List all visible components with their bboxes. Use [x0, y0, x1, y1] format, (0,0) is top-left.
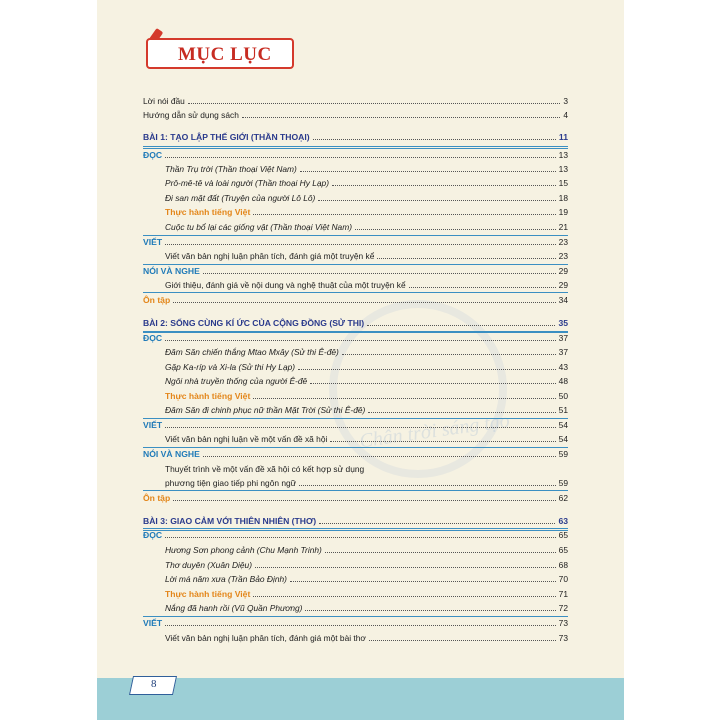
toc-entry-page: 54	[558, 434, 568, 444]
section-divider	[143, 235, 568, 236]
toc-entry	[143, 374, 568, 388]
toc-entry	[143, 316, 568, 330]
toc-leader-dots	[165, 537, 556, 538]
toc-entry	[143, 278, 568, 292]
toc-entry-label: Cuộc tu bổ lại các giống vật (Thần thoại Việt Nam)	[165, 222, 352, 232]
toc-entry-page: 43	[558, 362, 568, 372]
watermark-text: Chân trời sáng tạo	[358, 409, 511, 453]
toc-leader-dots	[173, 500, 556, 501]
toc-leader-dots	[255, 567, 556, 568]
toc-leader-dots	[330, 441, 556, 442]
toc-entry-page: 71	[558, 589, 568, 599]
toc-entry	[143, 94, 568, 108]
toc-leader-dots	[298, 369, 556, 370]
toc-leader-dots	[165, 340, 556, 341]
toc-entry-label: Viết văn bản nghị luận về một vấn đề xã hội	[165, 434, 328, 444]
toc-entry-page: 62	[558, 493, 568, 503]
toc-leader-dots	[253, 398, 556, 399]
table-of-contents	[97, 0, 624, 720]
toc-entry	[143, 491, 568, 505]
toc-entry	[143, 462, 568, 476]
toc-leader-dots	[253, 214, 556, 215]
toc-entry-page: 3	[563, 96, 568, 106]
toc-entry-label: Hương Sơn phong cảnh (Chu Mạnh Trinh)	[165, 545, 322, 555]
toc-entry-page: 29	[558, 266, 568, 276]
toc-leader-dots	[313, 139, 556, 140]
page-title: MỤC LỤC	[178, 44, 272, 65]
toc-entry	[143, 191, 568, 205]
toc-entry-page: 35	[558, 318, 568, 328]
toc-entry-label: Ôn tập	[143, 493, 171, 503]
toc-entry-page: 50	[558, 391, 568, 401]
section-divider	[143, 292, 568, 293]
toc-leader-dots	[299, 485, 556, 486]
toc-leader-dots	[165, 427, 556, 428]
toc-entry	[143, 235, 568, 249]
toc-entry-page: 59	[558, 478, 568, 488]
footer-band	[97, 678, 624, 720]
toc-entry-page: 4	[563, 110, 568, 120]
toc-entry-label: Nắng đã hanh rồi (Vũ Quần Phương)	[165, 603, 303, 613]
toc-entry-label: VIẾT	[143, 618, 163, 628]
toc-leader-dots	[242, 117, 560, 118]
toc-entry-label: Đăm Săn đi chinh phục nữ thần Mặt Trời (Sử thi Ê-đê)	[165, 405, 366, 415]
toc-entry	[143, 205, 568, 219]
toc-entry-page: 23	[558, 251, 568, 261]
section-divider	[143, 528, 568, 529]
toc-entry-label: Thơ duyên (Xuân Diệu)	[165, 560, 252, 570]
toc-entry	[143, 476, 568, 490]
toc-entry-label: Gặp Ka-ríp và Xi-la (Sử thi Hy Lạp)	[165, 362, 296, 372]
section-divider	[143, 418, 568, 419]
toc-entry-label: Thuyết trình về một vấn đề xã hội có kết hợp sử dụng	[165, 464, 365, 474]
toc-entry	[143, 176, 568, 190]
toc-entry-label: Lời nói đầu	[143, 96, 185, 106]
toc-entry	[143, 514, 568, 528]
toc-entry	[143, 331, 568, 345]
toc-leader-dots	[290, 581, 556, 582]
toc-entry-label: Prô-mê-tê và loài người (Thần thoại Hy Lạp)	[165, 178, 329, 188]
section-divider	[143, 146, 568, 147]
toc-entry	[143, 601, 568, 615]
toc-entry-label: Ôn tập	[143, 295, 171, 305]
toc-entry	[143, 293, 568, 307]
toc-entry	[143, 108, 568, 122]
toc-entry	[143, 447, 568, 461]
toc-leader-dots	[369, 640, 556, 641]
toc-entry-label: BÀI 3: GIAO CẢM VỚI THIÊN NHIÊN (THƠ)	[143, 516, 317, 526]
toc-leader-dots	[367, 325, 555, 326]
toc-entry	[143, 543, 568, 557]
toc-entry	[143, 220, 568, 234]
toc-leader-dots	[332, 185, 556, 186]
toc-entry-label: Ngôi nhà truyền thống của người Ê-đê	[165, 376, 308, 386]
toc-entry-page: 65	[558, 545, 568, 555]
toc-entry-label: ĐỌC	[143, 333, 163, 343]
toc-entry-page: 59	[558, 449, 568, 459]
toc-entry-page: 68	[558, 560, 568, 570]
toc-leader-dots	[310, 383, 556, 384]
toc-entry	[143, 572, 568, 586]
toc-entry	[143, 616, 568, 630]
toc-entry-page: 11	[558, 132, 568, 142]
toc-entry-label: Thực hành tiếng Việt	[165, 391, 251, 401]
section-divider	[143, 447, 568, 448]
toc-entry	[143, 130, 568, 144]
toc-leader-dots	[173, 302, 556, 303]
toc-leader-dots	[165, 244, 556, 245]
toc-entry-label: NÓI VÀ NGHE	[143, 449, 200, 459]
toc-entry-page: 37	[558, 347, 568, 357]
toc-entry	[143, 148, 568, 162]
toc-leader-dots	[165, 157, 556, 158]
toc-entry-page: 13	[558, 150, 568, 160]
toc-entry-page: 48	[558, 376, 568, 386]
toc-entry-label: phương tiện giao tiếp phi ngôn ngữ	[165, 478, 297, 488]
toc-entry-label: BÀI 1: TẠO LẬP THẾ GIỚI (THẦN THOẠI)	[143, 132, 310, 142]
toc-entry-label: Lời má năm xưa (Trần Bảo Định)	[165, 574, 287, 584]
toc-leader-dots	[355, 229, 556, 230]
toc-entry-label: Thực hành tiếng Việt	[165, 589, 251, 599]
toc-leader-dots	[342, 354, 556, 355]
toc-leader-dots	[165, 625, 556, 626]
toc-entry-label: ĐỌC	[143, 530, 163, 540]
toc-entry	[143, 264, 568, 278]
toc-leader-dots	[305, 610, 556, 611]
page-number: 8	[151, 678, 157, 690]
toc-entry-page: 73	[558, 633, 568, 643]
toc-entry-label: BÀI 2: SỐNG CÙNG KÍ ỨC CỦA CỘNG ĐỒNG (SỬ THI)	[143, 318, 365, 328]
toc-entry-page: 13	[558, 164, 568, 174]
toc-entry-page: 70	[558, 574, 568, 584]
toc-entry-label: Đăm Săn chiến thắng Mtao Mxây (Sử thi Ê-đê)	[165, 347, 339, 357]
toc-entry-label: Giới thiệu, đánh giá về nội dung và nghệ thuật của một truyện kể	[165, 280, 406, 290]
toc-entry-label: VIẾT	[143, 237, 163, 247]
toc-entry-page: 21	[558, 222, 568, 232]
toc-leader-dots	[318, 200, 556, 201]
toc-entry-label: NÓI VÀ NGHE	[143, 266, 200, 276]
section-divider	[143, 148, 568, 149]
toc-entry	[143, 403, 568, 417]
toc-entry	[143, 558, 568, 572]
toc-leader-dots	[203, 273, 556, 274]
toc-entry-label: Viết văn bản nghị luận phân tích, đánh giá một bài thơ	[165, 633, 366, 643]
toc-entry-label: Hướng dẫn sử dụng sách	[143, 110, 239, 120]
toc-entry	[143, 631, 568, 645]
toc-entry-page: 72	[558, 603, 568, 613]
toc-entry-page: 15	[558, 178, 568, 188]
toc-entry-page: 63	[558, 516, 568, 526]
toc-leader-dots	[188, 103, 560, 104]
toc-leader-dots	[253, 596, 556, 597]
toc-entry-page: 37	[558, 333, 568, 343]
toc-entry-page: 54	[558, 420, 568, 430]
section-divider	[143, 616, 568, 617]
toc-entry-label: Viết văn bản nghị luận phân tích, đánh giá một truyện kể	[165, 251, 375, 261]
toc-entry-page: 18	[558, 193, 568, 203]
toc-entry-label: Thần Trụ trời (Thần thoại Việt Nam)	[165, 164, 297, 174]
toc-entry	[143, 360, 568, 374]
toc-entry-page: 19	[558, 207, 568, 217]
toc-leader-dots	[203, 456, 556, 457]
toc-entry	[143, 432, 568, 446]
toc-entry-page: 23	[558, 237, 568, 247]
toc-entry	[143, 587, 568, 601]
toc-entry	[143, 249, 568, 263]
toc-entry-label: Thực hành tiếng Việt	[165, 207, 251, 217]
section-divider	[143, 264, 568, 265]
section-divider	[143, 490, 568, 491]
toc-entry-page: 51	[558, 405, 568, 415]
toc-leader-dots	[377, 258, 556, 259]
toc-entry-label: VIẾT	[143, 420, 163, 430]
toc-entry-page: 73	[558, 618, 568, 628]
toc-leader-dots	[319, 523, 555, 524]
toc-entry	[143, 418, 568, 432]
toc-leader-dots	[368, 412, 556, 413]
toc-entry	[143, 162, 568, 176]
section-divider	[143, 331, 568, 332]
toc-leader-dots	[300, 171, 556, 172]
toc-leader-dots	[409, 287, 556, 288]
toc-entry-page: 34	[558, 295, 568, 305]
book-page	[97, 0, 624, 720]
toc-entry	[143, 389, 568, 403]
toc-entry-page: 29	[558, 280, 568, 290]
toc-entry	[143, 345, 568, 359]
toc-entry	[143, 528, 568, 542]
toc-entry-label: Đi san mặt đất (Truyện của người Lô Lô)	[165, 193, 316, 203]
toc-entry-page: 65	[558, 530, 568, 540]
toc-leader-dots	[325, 552, 556, 553]
toc-entry-label: ĐỌC	[143, 150, 163, 160]
